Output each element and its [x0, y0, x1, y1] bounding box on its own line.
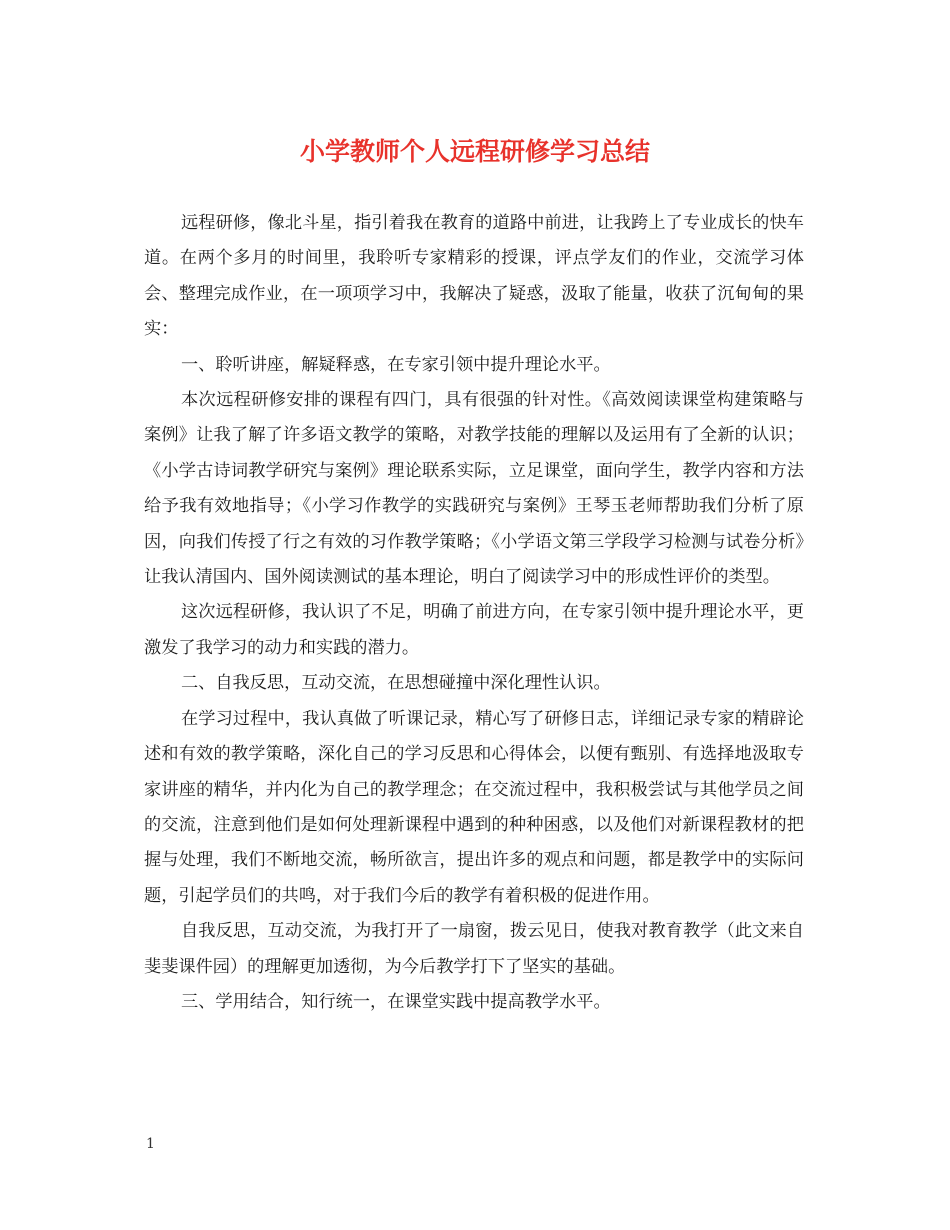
section-heading-3: 三、学用结合，知行统一，在课堂实践中提高教学水平。 [180, 991, 611, 1012]
section-heading-1: 一、聆听讲座，解疑释惑，在专家引领中提升理论水平。 [180, 354, 611, 375]
paragraph-intro: 远程研修，像北斗星，指引着我在教育的道路中前进，让我跨上了专业成长的快车道。在两个多月的时间里，我聆听专家精彩的授课，评点学友们的作业，交流学习体会、整理完成作业，在一项项学习中，我解决了疑惑，汲取了能量，收获了沉甸甸的果实： [144, 213, 804, 340]
document-title: 小学教师个人远程研修学习总结 [299, 137, 650, 166]
section-heading-2: 二、自我反思，互动交流，在思想碰撞中深化理性认识。 [180, 673, 611, 694]
paragraph-section2-summary: 自我反思，互动交流，为我打开了一扇窗，拨云见日，使我对教育教学（此文来自斐斐课件园）的理解更加透彻，为今后教学打下了坚实的基础。 [144, 921, 804, 977]
paragraph-section1-summary: 这次远程研修，我认识了不足，明确了前进方向，在专家引领中提升理论水平，更激发了我学习的动力和实践的潜力。 [144, 602, 804, 658]
paragraph-learning-process: 在学习过程中，我认真做了听课记录，精心写了研修日志，详细记录专家的精辟论述和有效的教学策略，深化自己的学习反思和心得体会，以便有甄别、有选择地汲取专家讲座的精华，并内化为自己的教学理念；在交流过程中，我积极尝试与其他学员之间的交流，注意到他们是如何处理新课程中遇到的种种困惑，以及他们对新课程教材的把握与处理，我们不断地交流，畅所欲言，提出许多的观点和问题，都是教学中的实际问题，引起学员们的共鸣，对于我们今后的教学有着积极的促进作用。 [144, 708, 804, 906]
document-body [144, 206, 804, 1020]
paragraph-courses: 本次远程研修安排的课程有四门，具有很强的针对性。《高效阅读课堂构建策略与案例》让我了解了许多语文教学的策略，对教学技能的理解以及运用有了全新的认识；《小学古诗词教学研究与案例》理论联系实际，立足课堂，面向学生，教学内容和方法给予我有效地指导；《小学习作教学的实践研究与案例》王琴玉老师帮助我们分析了原因，向我们传授了行之有效的习作教学策略；《小学语文第三学段学习检测与试卷分析》让我认清国内、国外阅读测试的基本理论，明白了阅读学习中的形成性评价的类型。 [144, 390, 804, 588]
page-number: 1 [146, 1136, 155, 1152]
